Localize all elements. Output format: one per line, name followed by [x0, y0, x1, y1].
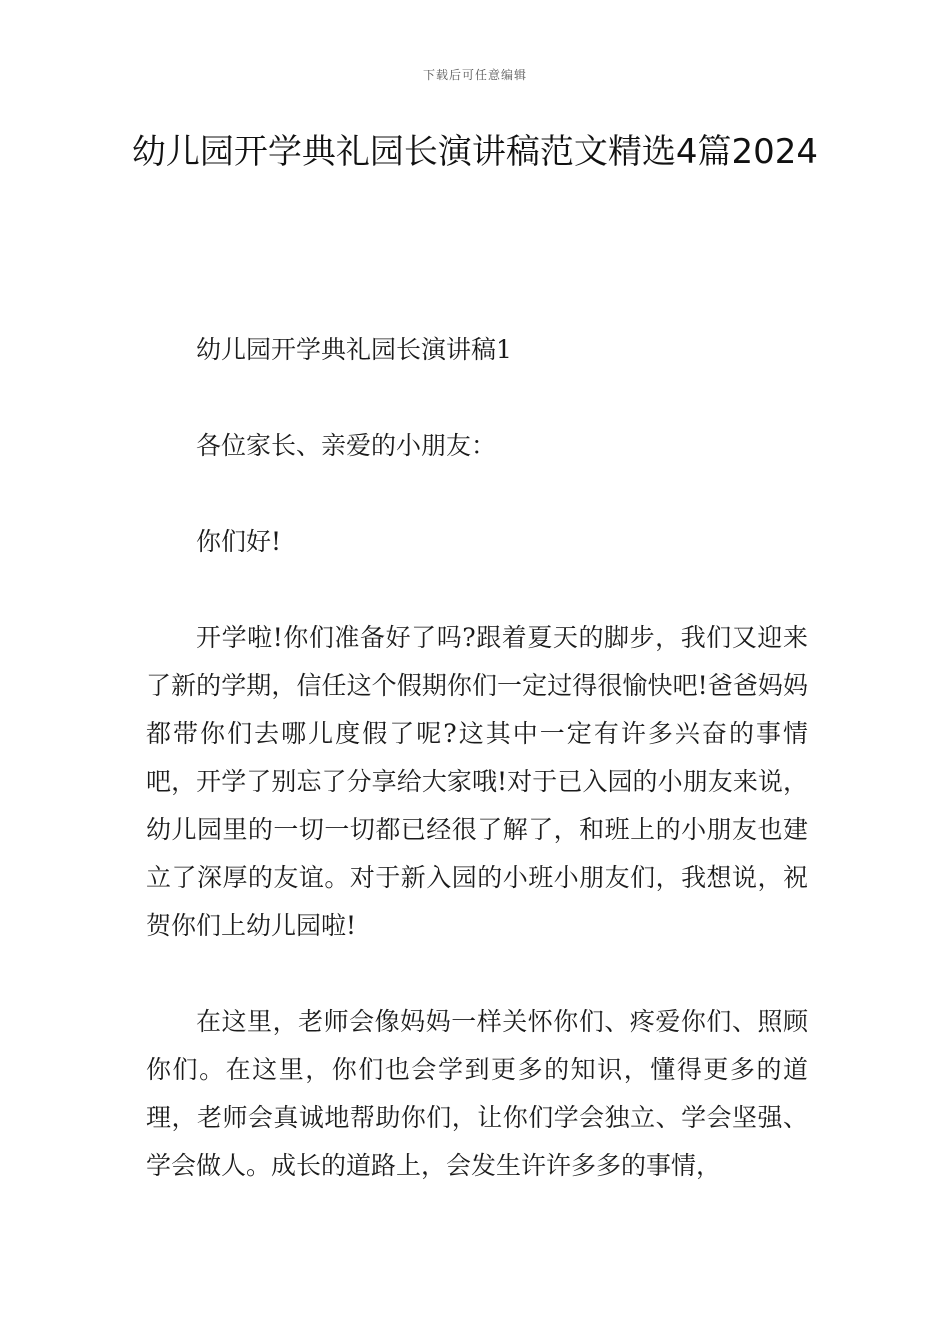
section-heading: 幼儿园开学典礼园长演讲稿1	[196, 335, 512, 364]
body-paragraph: 在这里，老师会像妈妈一样关怀你们、疼爱你们、照顾你们。在这里，你们也会学到更多的知识，懂得更多的道理，老师会真诚地帮助你们，让你们学会独立、学会坚强、学会做人。成长的道路上，会发生许许多多的事情，	[146, 1007, 808, 1180]
greeting: 你们好!	[196, 527, 282, 556]
document-body	[146, 326, 808, 1238]
salutation: 各位家长、亲爱的小朋友：	[196, 431, 497, 460]
document-title: 幼儿园开学典礼园长演讲稿范文精选4篇2024	[131, 132, 819, 172]
header-note: 下载后可任意编辑	[422, 68, 527, 82]
body-paragraph: 开学啦!你们准备好了吗?跟着夏天的脚步，我们又迎来了新的学期，信任这个假期你们一定过得很愉快吧!爸爸妈妈都带你们去哪儿度假了呢?这其中一定有许多兴奋的事情吧，开学了别忘了分享给大家哦!对于已入园的小朋友来说，幼儿园里的一切一切都已经很了解了，和班上的小朋友也建立了深厚的友谊。对于新入园的小班小朋友们，我想说，祝贺你们上幼儿园啦!	[146, 623, 808, 940]
